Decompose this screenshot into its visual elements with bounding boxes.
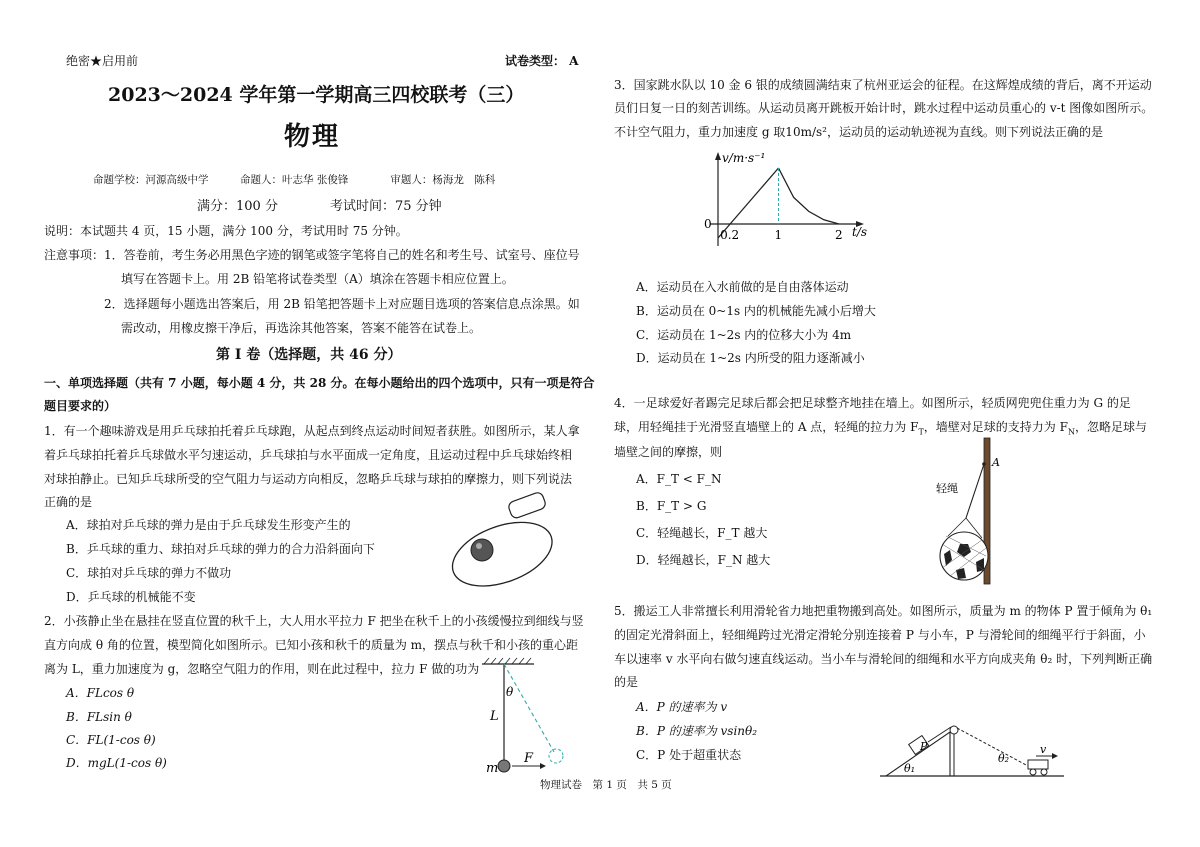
question-stem: 直方向成 θ 角的位置，模型简化如图所示。已知小孩和秋千的质量为 m，摆点与秋千和小孩的重心距 [44, 638, 579, 652]
option-b: B．运动员在 0~1s 内的机械能先减小后增大 [636, 304, 876, 318]
option-a: A．球拍对乒乓球的弹力是由于乒乓球发生形变产生的 [66, 518, 351, 532]
question-stem: 球，用轻绳挂于光滑竖直墙壁上的 A 点，轻绳的拉力为 $F_T$，墙壁对足球的支持力为 $F_N$，忽略足球与 [614, 420, 1147, 437]
theta1-label: θ₁ [904, 762, 916, 775]
question-stem: 的是 [614, 675, 639, 689]
theta2-label: θ₂ [998, 752, 1010, 765]
part-heading: 一、单项选择题（共有 7 小题，每小题 4 分，共 28 分。在每小题给出的四个选项中，只有一项是符合 [44, 376, 595, 390]
option-b: B．P 的速率为 vsinθ₂ [636, 724, 758, 738]
question-stem: 3．国家跳水队以 10 金 6 银的成绩圆满结束了杭州亚运会的征程。在这辉煌成绩的背后，离不开运动 [614, 78, 1152, 92]
option-b: B．乒乓球的重力、球拍对乒乓球的弹力的合力沿斜面向下 [66, 542, 375, 556]
theta-label: θ [506, 685, 514, 699]
attention-line: 2．选择题每小题选出答案后，用 2B 铅笔把答题卡上对应题目选项的答案信息点涂黑。如 [104, 297, 580, 311]
question-stem: 离为 L，重力加速度为 g，忽略空气阻力的作用，则在此过程中，拉力 F 做的功为 [44, 662, 480, 676]
stem-part: ，墙壁对足球的支持力为 F [923, 420, 1068, 434]
option-a: A．FLcos θ [66, 686, 135, 700]
question-stem: 2．小孩静止坐在悬挂在竖直位置的秋千上，大人用水平拉力 F 把坐在秋千上的小孩缓慢拉到细线与竖 [44, 614, 584, 628]
note-line: 说明：本试题共 4 页，15 小题，满分 100 分，考试用时 75 分钟。 [44, 224, 408, 238]
question-stem: 不计空气阻力，重力加速度 g 取10m/s²，运动员的运动轨迹视为直线。则下列说法正确的是 [614, 125, 1103, 139]
score-time-line: 满分：100 分 考试时间：75 分钟 [197, 199, 442, 214]
paddle-figure [438, 488, 586, 592]
question-stem: 墙壁之间的摩擦，则 [614, 445, 723, 459]
question-stem: 5．搬运工人非常擅长利用滑轮省力地把重物搬到高处。如图所示，质量为 m 的物体 P 置于倾角为 θ₁ [614, 604, 1153, 618]
vt-chart [700, 146, 880, 272]
origin-label: 0 [704, 217, 712, 231]
question-stem: 4．一足球爱好者踢完足球后都会把足球整齐地挂在墙上。如图所示，轻质网兜兜住重力为 G 的足 [614, 396, 1131, 410]
question-stem: 员们日复一日的刻苦训练。从运动员离开跳板开始计时，跳水过程中运动员重心的 v-t 图像如图所示。 [614, 101, 1154, 115]
option-d: D．乒乓球的机械能不变 [66, 590, 196, 604]
stem-part: ，忽略足球与 [1074, 420, 1147, 434]
stem-part: 球，用轻绳挂于光滑竖直墙壁上的 A 点，轻绳的拉力为 F [614, 420, 919, 434]
mass-label: m [486, 761, 499, 776]
page-footer: 物理试卷 第 1 页 共 5 页 [540, 779, 672, 791]
x-tick-label: 1 [774, 228, 783, 242]
length-label: L [490, 709, 499, 724]
option-d: D．运动员在 1~2s 内所受的阻力逐渐减小 [636, 351, 865, 365]
x-tick-label: 0.2 [720, 228, 740, 242]
question-stem: 正确的是 [44, 495, 93, 509]
option-a: A．F_T < F_N [636, 472, 722, 486]
option-b: B．FLsin θ [66, 710, 132, 724]
option-c: C．P 处于超重状态 [636, 748, 742, 762]
option-c: C．FL(1-cos θ) [66, 733, 156, 747]
option-b: B．F_T > G [636, 499, 707, 513]
question-stem: 对球拍静止。已知乒乓球所受的空气阻力与运动方向相反，忽略乒乓球与球拍的摩擦力，则下列说法 [44, 472, 573, 486]
option-c: C．运动员在 1~2s 内的位移大小为 4m [636, 328, 852, 342]
attention-line: 填写在答题卡上。用 2B 铅笔将试卷类型（A）填涂在答题卡相应位置上。 [121, 272, 514, 286]
swing-figure [478, 656, 578, 778]
paper-type: 试卷类型： A [505, 54, 579, 68]
exam-title: 2023～2024 学年第一学期高三四校联考（三） [108, 84, 525, 106]
question-stem: 1．有一个趣味游戏是用乒乓球拍托着乒乓球跑，从起点到终点运动时间短者获胜。如图所示，某人拿 [44, 424, 580, 438]
series-line-2 [779, 168, 840, 224]
y-axis-label: v/m·s⁻¹ [722, 151, 766, 165]
x-axis-label: t/s [852, 225, 868, 239]
p-label: P [920, 740, 928, 753]
attention-label: 注意事项： [44, 248, 105, 262]
question-stem: 着乒乓球拍托着乒乓球做水平匀速运动，乒乓球拍与水平面成一定角度，且运动过程中乒乓球始终相 [44, 448, 573, 462]
velocity-label: v [1040, 743, 1047, 756]
section-title: 第 I 卷（选择题，共 46 分） [216, 347, 402, 363]
secret-label: 绝密★启用前 [66, 54, 139, 68]
question-stem: 的固定光滑斜面上，轻细绳跨过光滑定滑轮分别连接着 P 与小车，P 与滑轮间的细绳平行于斜面，小 [614, 628, 1146, 642]
football-figure [930, 436, 1020, 586]
attention-line: 1．答卷前，考生务必用黑色字迹的钢笔或签字笔将自己的姓名和考生号、试室号、座位号 [104, 248, 580, 262]
subject-title: 物理 [284, 122, 341, 152]
question-stem: 车以速率 v 水平向右做匀速直线运动。当小车与滑轮间的细绳和水平方向成夹角 θ₂ 时，下列判断正确 [614, 652, 1153, 666]
rope-label: 轻绳 [936, 482, 958, 495]
option-d: D．mgL(1-cos θ) [66, 756, 167, 770]
option-d: D．轻绳越长，F_N 越大 [636, 553, 771, 567]
option-a: A．P 的速率为 v [636, 700, 728, 714]
makers-line: 命题学校：河源高级中学 命题人：叶志华 张俊锋 审题人：杨海龙 陈科 [93, 174, 496, 186]
part-heading: 题目要求的） [44, 399, 117, 413]
option-c: C．轻绳越长，F_T 越大 [636, 526, 768, 540]
attention-line: 需改动，用橡皮擦干净后，再选涂其他答案，答案不能答在试卷上。 [121, 321, 482, 335]
force-label: F [524, 751, 534, 766]
pulley-figure [878, 720, 1068, 780]
option-c: C．球拍对乒乓球的弹力不做功 [66, 566, 232, 580]
option-a: A．运动员在入水前做的是自由落体运动 [636, 280, 849, 294]
point-a-label: A [992, 456, 1000, 469]
x-tick-label: 2 [835, 228, 843, 242]
